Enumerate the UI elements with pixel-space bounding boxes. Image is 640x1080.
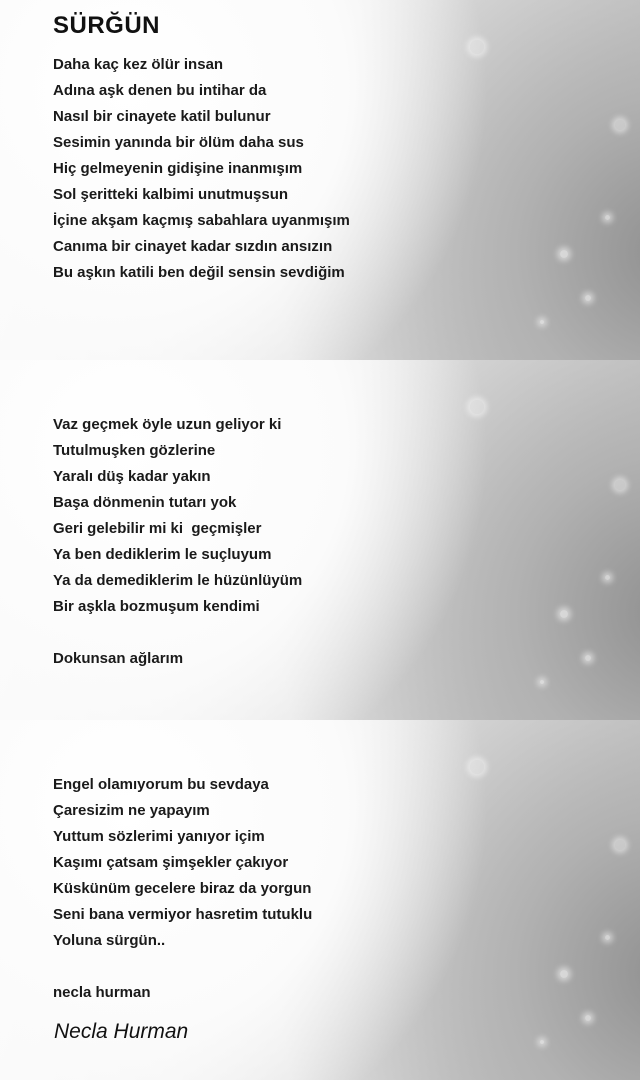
poem-line: Canıma bir cinayet kadar sızdın ansızın <box>53 238 333 255</box>
bokeh-light <box>470 40 484 54</box>
poem-panel-3 <box>0 720 640 1080</box>
poem-line: Tutulmuşken gözlerine <box>53 442 216 459</box>
bokeh-light <box>540 680 544 684</box>
bokeh-light <box>605 215 610 220</box>
bokeh-light <box>540 1040 544 1044</box>
poem-line: Bir aşkla bozmuşum kendimi <box>53 598 260 615</box>
stanza-gap <box>53 954 312 980</box>
poem-panel-1 <box>0 0 640 360</box>
bokeh-light <box>585 655 591 661</box>
stanza-1 <box>53 52 350 286</box>
poem-line: Geri gelebilir mi ki geçmişler <box>53 520 262 537</box>
stanza-2 <box>53 412 302 672</box>
poem-line: Hiç gelmeyenin gidişine inanmışım <box>53 160 303 177</box>
poem-title: SÜRĞÜN <box>53 12 161 39</box>
poem-line: Kaşımı çatsam şimşekler çakıyor <box>53 854 289 871</box>
poem-line: Adına aşk denen bu intihar da <box>53 82 267 99</box>
poem-line: Daha kaç kez ölür insan <box>53 56 224 73</box>
bokeh-light <box>540 320 544 324</box>
poem-line: Başa dönmenin tutarı yok <box>53 494 237 511</box>
poem-line: Vaz geçmek öyle uzun geliyor ki <box>53 416 282 433</box>
bokeh-light <box>470 760 484 774</box>
bokeh-light <box>585 295 591 301</box>
poem-line: Ya da demediklerim le hüzünlüyüm <box>53 572 303 589</box>
stanza-gap <box>53 620 302 646</box>
poem-line: İçine akşam kaçmış sabahlara uyanmışım <box>53 212 350 229</box>
stanza-3 <box>53 772 312 1006</box>
bokeh-light <box>560 970 568 978</box>
poem-line: Engel olamıyorum bu sevdaya <box>53 776 269 793</box>
bokeh-light <box>605 935 610 940</box>
poem-line: Ya ben dediklerim le suçluyum <box>53 546 272 563</box>
bokeh-light <box>560 250 568 258</box>
poem-line: Yoluna sürgün.. <box>53 932 166 949</box>
bokeh-light <box>615 480 625 490</box>
bokeh-light <box>585 1015 591 1021</box>
poem-line: Nasıl bir cinayete katil bulunur <box>53 108 271 125</box>
poem-line: Sesimin yanında bir ölüm daha sus <box>53 134 304 151</box>
author-signature: Necla Hurman <box>54 1020 189 1043</box>
poem-line: Dokunsan ağlarım <box>53 650 184 667</box>
bokeh-light <box>605 575 610 580</box>
bokeh-light <box>560 610 568 618</box>
poem-panel-2 <box>0 360 640 720</box>
poem-line: Çaresizim ne yapayım <box>53 802 210 819</box>
poem-line: Yuttum sözlerimi yanıyor içim <box>53 828 265 845</box>
poem-line: Küskünüm gecelere biraz da yorgun <box>53 880 312 897</box>
poem-line: Yaralı düş kadar yakın <box>53 468 211 485</box>
bokeh-light <box>615 840 625 850</box>
bokeh-light <box>470 400 484 414</box>
poem-line: Bu aşkın katili ben değil sensin sevdiğim <box>53 264 345 281</box>
poem-line: Seni bana vermiyor hasretim tutuklu <box>53 906 313 923</box>
poem-author: necla hurman <box>53 984 151 1001</box>
poem-line: Sol şeritteki kalbimi unutmuşsun <box>53 186 289 203</box>
bokeh-light <box>615 120 625 130</box>
